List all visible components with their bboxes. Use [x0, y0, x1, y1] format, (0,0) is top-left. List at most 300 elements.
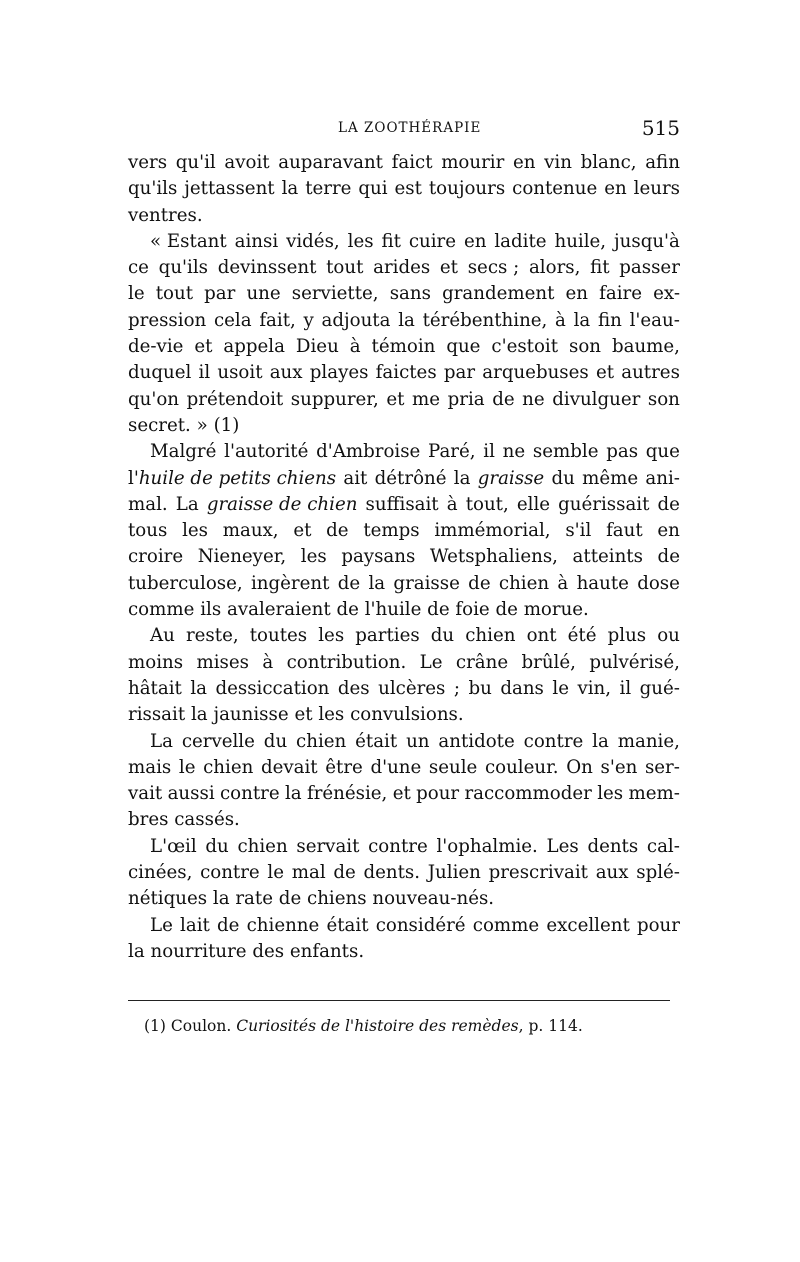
word: le [552, 677, 569, 699]
word: son [647, 388, 680, 410]
text-line [128, 939, 680, 965]
word: par [443, 362, 476, 384]
word: usoit [217, 362, 263, 384]
word: le [178, 756, 196, 778]
word: cuire [408, 230, 457, 252]
word: secs ; [467, 257, 520, 279]
word: dose [637, 572, 680, 594]
word: seule [428, 756, 478, 778]
word: splé- [636, 862, 680, 884]
word: témoin [371, 336, 436, 358]
word: et [194, 336, 213, 358]
word: excellent [546, 914, 630, 936]
text-line [128, 860, 680, 886]
word: maux, [222, 520, 279, 542]
italic-word: graisse [477, 467, 545, 489]
text-line [128, 676, 680, 702]
word: croire [128, 546, 184, 568]
word: adjouta [321, 309, 391, 331]
word: leurs [633, 178, 680, 200]
word: Wetsphaliens, [429, 546, 558, 568]
word: à [349, 336, 361, 358]
word: guérissait [558, 493, 650, 515]
word: de [657, 493, 680, 515]
word: chiens [307, 888, 367, 910]
word: pour [416, 783, 460, 805]
word: il [619, 677, 632, 699]
word: appela [223, 336, 285, 358]
word: s'il [565, 520, 592, 542]
word: par [204, 283, 236, 305]
word: à [557, 572, 569, 594]
word: baume, [611, 336, 680, 358]
footnote-marker: (1) [144, 1017, 166, 1035]
word: et [294, 704, 313, 726]
word: secret. » [128, 414, 208, 436]
word: duquel [128, 362, 192, 384]
word: était [326, 914, 369, 936]
word: chien [237, 835, 288, 857]
word: s'en [600, 756, 638, 778]
word: serviette, [291, 283, 379, 305]
word: servait [296, 835, 360, 857]
word: mises [196, 651, 249, 673]
word: (1) [213, 414, 240, 436]
word: térébenthine, [422, 309, 548, 331]
word: considéré [375, 914, 466, 936]
footnote-author: Coulon. [170, 1017, 232, 1035]
word: Dieu [295, 336, 339, 358]
word: terre [305, 178, 352, 200]
text-line [128, 623, 680, 649]
word: qu'on [128, 388, 180, 410]
word: Nieneyer, [197, 546, 287, 568]
word: toujours [428, 178, 506, 200]
word: nouveau-nés. [372, 888, 495, 910]
italic-word: graisse de chien [206, 493, 358, 515]
word: de [326, 520, 349, 542]
word: ne [522, 388, 545, 410]
running-head [128, 116, 680, 146]
word: ani- [645, 467, 680, 489]
word: de [427, 599, 450, 621]
word: c'estoit [491, 336, 559, 358]
word: comme [472, 914, 540, 936]
running-title: LA ZOOTHÉRAPIE [338, 120, 482, 136]
word: nétiques [128, 888, 208, 910]
word: prescrivait [488, 862, 588, 884]
word: cassés. [174, 809, 240, 831]
word: avoit [224, 152, 270, 173]
word: ladite [494, 230, 547, 252]
text-line [128, 466, 680, 492]
word: passer [619, 257, 680, 279]
word: l'ophalmie. [436, 835, 538, 857]
word: tout [155, 283, 193, 305]
word: rate [235, 888, 273, 910]
word: fit [590, 257, 610, 279]
word: cela [213, 309, 252, 331]
word: fait, [259, 309, 296, 331]
word: mal [291, 862, 326, 884]
word: ont [526, 625, 557, 647]
word: y [303, 309, 314, 331]
word: d'Ambroise [316, 441, 421, 463]
word: lait [180, 914, 210, 936]
word: arquebuses [482, 362, 589, 384]
word: Le [150, 914, 173, 936]
word: est [394, 178, 422, 200]
text-line [128, 834, 680, 860]
word: son [569, 336, 602, 358]
word: Paré, [428, 441, 476, 463]
word: des [252, 940, 285, 962]
word: il [198, 362, 211, 384]
text-line [128, 544, 680, 570]
word: ne [502, 441, 526, 463]
text-line [128, 702, 680, 728]
text-line [128, 571, 680, 597]
word: faictes [375, 362, 437, 384]
word: chien [203, 756, 254, 778]
word: de [468, 572, 491, 594]
text-line [128, 597, 680, 623]
word: détrôné [374, 467, 447, 489]
word: vers [128, 152, 168, 173]
word: ou [657, 625, 680, 647]
word: dents [587, 835, 639, 857]
footnote [144, 1017, 583, 1035]
word: tous [128, 520, 168, 542]
word: les [300, 546, 327, 568]
word: suppurer, [290, 388, 379, 410]
word: contenue [512, 178, 598, 200]
word: manie, [617, 730, 680, 752]
word: ser- [644, 756, 680, 778]
word: ; [453, 677, 461, 699]
word: et [293, 520, 312, 542]
word: d'une [370, 756, 422, 778]
word: les [182, 520, 208, 542]
word: mais [128, 756, 172, 778]
word: Malgré [150, 441, 217, 463]
word: moins [128, 651, 184, 673]
word: pas [606, 441, 639, 463]
word: Le [419, 651, 443, 673]
word: les [597, 783, 624, 805]
word: la [190, 677, 207, 699]
word: de [336, 599, 359, 621]
word: La [150, 730, 173, 752]
word: et [595, 362, 615, 384]
text-line [128, 255, 680, 281]
word: aux [269, 362, 303, 384]
word: ils [200, 599, 222, 621]
word: haute [576, 572, 629, 594]
word: arides [373, 257, 431, 279]
word: la [284, 783, 302, 805]
word: même [582, 467, 639, 489]
word: On [566, 756, 593, 778]
word: ventres. [128, 204, 203, 226]
text-line [128, 807, 680, 833]
word: la [368, 572, 386, 594]
word: en [604, 178, 627, 200]
word: dents. [363, 862, 421, 884]
word: graisse [393, 572, 460, 594]
word: en [463, 230, 487, 252]
word: chien [465, 625, 516, 647]
word: et [386, 388, 405, 410]
word: immémorial, [434, 520, 551, 542]
text-line [128, 518, 680, 544]
word: l' [128, 467, 139, 489]
text-line [128, 203, 680, 229]
word: Au [150, 625, 175, 647]
word: les [318, 625, 345, 647]
word: qu'ils [128, 178, 178, 200]
word: contre [368, 835, 428, 857]
word: en [657, 520, 680, 542]
word: la [281, 178, 299, 200]
word: gué- [639, 677, 680, 699]
word: le [267, 862, 285, 884]
word: devinssent [217, 257, 317, 279]
text-line [128, 176, 680, 202]
word: grandement [442, 283, 555, 305]
word: ingèrent [250, 572, 330, 594]
word: L'œil [150, 835, 197, 857]
word: dans [500, 677, 544, 699]
word: la [398, 309, 415, 331]
word: les [347, 230, 374, 252]
word: fin [598, 309, 622, 331]
word: chien [296, 730, 347, 752]
word: et [439, 257, 458, 279]
word: convulsions. [350, 704, 464, 726]
word: cervelle [181, 730, 255, 752]
word: rissait [128, 704, 186, 726]
word: crâne [455, 651, 509, 673]
text-line [128, 439, 680, 465]
word: me [412, 388, 441, 410]
word: fit [381, 230, 401, 252]
word: à [446, 493, 458, 515]
word: la [190, 704, 208, 726]
word: mal. [128, 493, 168, 515]
word: bu [468, 677, 492, 699]
word: brûlé, [521, 651, 576, 673]
word: de [495, 599, 518, 621]
word: jusqu'à [614, 230, 680, 252]
text-line [128, 150, 680, 176]
word: être [325, 756, 363, 778]
word: de [333, 862, 356, 884]
word: que [645, 441, 680, 463]
word: ce [128, 257, 149, 279]
word: de [217, 914, 240, 936]
word: faut [606, 520, 643, 542]
word: huile, [554, 230, 607, 252]
word: qui [358, 178, 388, 200]
word: suffisait [365, 493, 439, 515]
word: vin [544, 152, 572, 173]
text-line [128, 308, 680, 334]
text-line [128, 781, 680, 807]
word: atteints [572, 546, 643, 568]
word: ait [343, 467, 368, 489]
word: sans [389, 283, 431, 305]
text-line [128, 650, 680, 676]
text-line [128, 886, 680, 912]
text-line [128, 281, 680, 307]
word: comme [128, 599, 195, 621]
word: à [262, 651, 274, 673]
word: Julien [427, 862, 481, 884]
word: prétendoit [186, 388, 284, 410]
text-line [128, 360, 680, 386]
word: semble [532, 441, 599, 463]
word: ex- [653, 283, 680, 305]
word: pria [447, 388, 485, 410]
word: de [278, 888, 302, 910]
word: une [246, 283, 281, 305]
word: temps [363, 520, 420, 542]
word: pression [128, 309, 207, 331]
word: de [657, 546, 680, 568]
word: mem- [628, 783, 680, 805]
word: chien [498, 572, 550, 594]
word: bres [128, 809, 169, 831]
word: du [205, 835, 229, 857]
word: la [573, 309, 591, 331]
word: contre [200, 862, 260, 884]
word: blanc, [580, 152, 637, 173]
word: mourir [441, 152, 505, 173]
word: chienne [246, 914, 320, 936]
word: il [483, 441, 495, 463]
footnote-page-ref: , p. 114. [518, 1017, 583, 1035]
word: nourriture [150, 940, 247, 962]
text-line [128, 334, 680, 360]
word: du [263, 730, 288, 752]
word: faict [391, 152, 433, 173]
word: la [128, 940, 145, 962]
text-line [128, 387, 680, 413]
word: et [392, 783, 411, 805]
word: dessiccation [215, 677, 330, 699]
word: contre [219, 783, 280, 805]
word: l'autorité [224, 441, 309, 463]
word: à [555, 309, 566, 331]
word: été [567, 625, 597, 647]
word: vin, [577, 677, 612, 699]
word: reste, [185, 625, 239, 647]
word: antidote [438, 730, 515, 752]
word: en [512, 152, 536, 173]
word: paysans [341, 546, 416, 568]
word: alors, [528, 257, 581, 279]
text-line [128, 492, 680, 518]
word: divulguer [552, 388, 641, 410]
word: que [446, 336, 481, 358]
word: faire [599, 283, 642, 305]
word: parties [355, 625, 420, 647]
word: ulcères [378, 677, 446, 699]
word: qu'il [175, 152, 216, 173]
word-group [128, 466, 336, 492]
word: toutes [249, 625, 308, 647]
word: auparavant [278, 152, 383, 173]
word: tout, [465, 493, 509, 515]
word: foie [455, 599, 490, 621]
word: la [212, 888, 230, 910]
word: de [492, 388, 515, 410]
word: jettassent [184, 178, 275, 200]
italic-word: huile de petits chiens [138, 467, 337, 489]
text-line [128, 913, 680, 939]
word: playes [309, 362, 369, 384]
word: la [592, 730, 609, 752]
body-text [128, 150, 680, 965]
word: vait [128, 783, 163, 805]
word: enfants. [289, 940, 365, 962]
word: de [337, 572, 361, 594]
text-line [128, 729, 680, 755]
word: La [175, 493, 199, 515]
word: était [355, 730, 398, 752]
word: l'eau- [629, 309, 680, 331]
word: de-vie [128, 336, 184, 358]
word: des [337, 677, 370, 699]
word: morue. [523, 599, 589, 621]
footnote-title: Curiosités de l'histoire des remèdes [236, 1017, 519, 1035]
word: « Estant [150, 230, 227, 252]
text-line [128, 755, 680, 781]
word: aux [595, 862, 629, 884]
word: couleur. [484, 756, 559, 778]
word: frénésie, [306, 783, 388, 805]
word: tuberculose, [128, 572, 243, 594]
word: les [318, 704, 345, 726]
page-number: 515 [641, 116, 680, 140]
word: plus [607, 625, 647, 647]
word: avaleraient [227, 599, 331, 621]
word: en [565, 283, 589, 305]
word: cinées, [128, 862, 193, 884]
word: elle [516, 493, 551, 515]
text-line [128, 413, 680, 439]
word: aussi [167, 783, 215, 805]
word: contre [523, 730, 584, 752]
word: ainsi [234, 230, 279, 252]
word: pulvérisé, [589, 651, 680, 673]
word: vidés, [286, 230, 340, 252]
word: l'huile [364, 599, 422, 621]
word: cal- [646, 835, 680, 857]
text-line [128, 229, 680, 255]
word: Les [546, 835, 579, 857]
word: devait [260, 756, 318, 778]
word: un [406, 730, 430, 752]
word: la [453, 467, 471, 489]
word: du [430, 625, 455, 647]
footnote-rule [128, 1000, 670, 1001]
word: pour [636, 914, 680, 936]
word: le [128, 283, 145, 305]
word: du [551, 467, 575, 489]
word: qu'ils [158, 257, 208, 279]
